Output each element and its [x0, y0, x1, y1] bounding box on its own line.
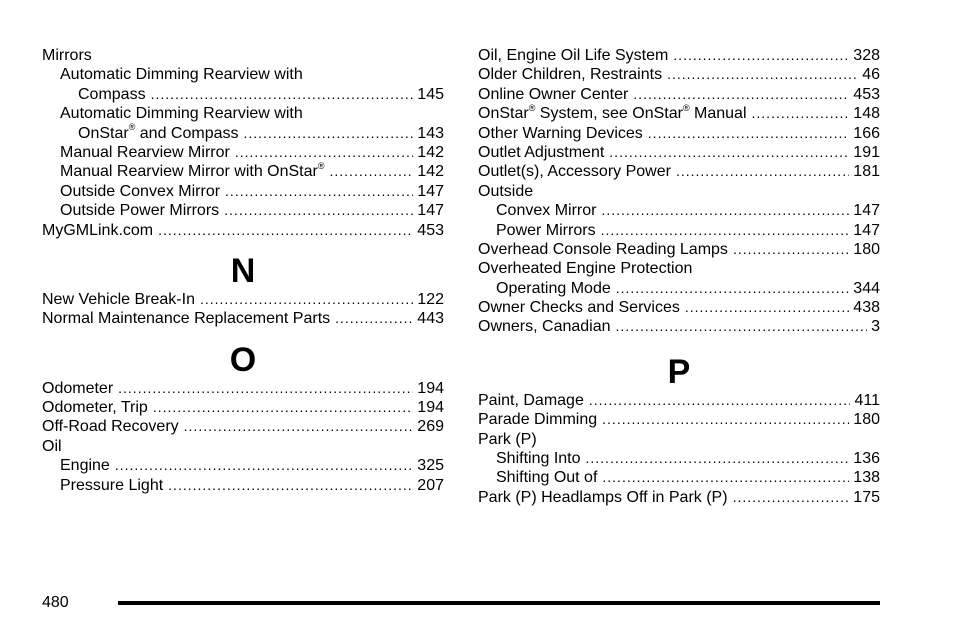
page-ref: 142: [417, 163, 444, 181]
page-ref: 344: [853, 279, 880, 297]
index-entry: MyGMLink.com ..... 453: [42, 221, 444, 240]
index-entry: Owner Checks and Services ..... 438: [478, 298, 880, 317]
page-ref: 180: [853, 411, 880, 429]
index-entry: Normal Maintenance Replacement Parts ..... 443: [42, 309, 444, 328]
index-heading-outside: Outside: [478, 182, 534, 200]
page-ref: 180: [853, 240, 880, 258]
section-letter-p: P: [667, 352, 691, 391]
leader-dots: [685, 298, 849, 317]
registered-mark: ®: [528, 102, 536, 113]
page-ref: 136: [853, 450, 880, 468]
index-entry: Pressure Light ..... 207: [42, 476, 444, 495]
index-heading-park: Park (P): [478, 430, 537, 448]
leader-dots: [601, 221, 850, 240]
page-ref: 328: [853, 46, 880, 64]
index-column-right: [478, 46, 880, 507]
leader-dots: [676, 162, 849, 181]
page-ref: 194: [417, 399, 444, 417]
page-ref: 142: [417, 143, 444, 161]
leader-dots: [184, 417, 414, 436]
page-ref: 122: [417, 290, 444, 308]
page-ref: 443: [417, 310, 444, 328]
index-entry: Other Warning Devices ..... 166: [478, 124, 880, 143]
page-ref: 3: [871, 318, 880, 336]
index-entry: Outside Convex Mirror ..... 147: [42, 182, 444, 201]
index-entry: Manual Rearview Mirror ..... 142: [42, 143, 444, 162]
index-entry: Manual Rearview Mirror with OnStar® ..... 142: [42, 162, 444, 181]
leader-dots: [616, 317, 868, 336]
leader-dots: [224, 201, 413, 220]
leader-dots: [616, 279, 850, 298]
registered-mark: ®: [317, 161, 325, 171]
leader-dots: [235, 143, 413, 162]
leader-dots: [244, 124, 414, 143]
leader-dots: [330, 162, 414, 181]
index-entry: Outside Power Mirrors ..... 147: [42, 201, 444, 220]
index-entry: Overhead Console Reading Lamps ..... 180: [478, 240, 880, 259]
index-entry: Off-Road Recovery ..... 269: [42, 417, 444, 436]
index-entry: Odometer ..... 194: [42, 379, 444, 398]
leader-dots: [733, 240, 849, 259]
leader-dots: [118, 379, 413, 398]
index-entry: Online Owner Center ..... 453: [478, 85, 880, 104]
leader-dots: [589, 391, 851, 410]
leader-dots: [609, 143, 849, 162]
page-ref: 207: [417, 476, 444, 494]
index-entry: Engine ..... 325: [42, 456, 444, 475]
page-ref: 147: [417, 202, 444, 220]
leader-dots: [158, 221, 413, 240]
page-ref: 411: [854, 391, 880, 409]
index-entry: Outlet(s), Accessory Power ..... 181: [478, 162, 880, 181]
leader-dots: [151, 85, 414, 104]
leader-dots: [648, 124, 850, 143]
index-entry: Automatic Dimming Rearview with: [60, 66, 303, 84]
page-ref: 453: [853, 85, 880, 103]
registered-mark: ®: [128, 122, 136, 133]
index-entry: Odometer, Trip ..... 194: [42, 398, 444, 417]
footer-rule: [118, 601, 880, 605]
leader-dots: [225, 182, 413, 201]
leader-dots: [153, 398, 413, 417]
index-entry: Owners, Canadian ..... 3: [478, 317, 880, 336]
index-entry: Automatic Dimming Rearview with: [60, 105, 303, 123]
index-entry: Parade Dimming ..... 180: [478, 410, 880, 429]
registered-mark: ®: [682, 102, 690, 113]
index-entry: Power Mirrors ..... 147: [478, 221, 880, 240]
index-entry: Oil, Engine Oil Life System ..... 328: [478, 46, 880, 65]
page-ref: 143: [417, 124, 444, 142]
leader-dots: [752, 104, 850, 123]
leader-dots: [602, 410, 849, 429]
index-entry: OnStar® and Compass ..... 143: [42, 124, 444, 143]
index-entry: Shifting Into ..... 136: [478, 449, 880, 468]
index-entry: Paint, Damage ..... 411: [478, 391, 880, 410]
page-ref: 147: [853, 202, 880, 220]
page-ref: 194: [417, 379, 444, 397]
page-number: 480: [42, 594, 69, 611]
index-entry: Convex Mirror ..... 147: [478, 201, 880, 220]
leader-dots: [633, 85, 849, 104]
page-ref: 46: [862, 66, 880, 84]
page-ref: 175: [853, 488, 880, 506]
leader-dots: [667, 65, 858, 84]
page-ref: 191: [853, 143, 880, 161]
page-ref: 147: [853, 221, 880, 239]
index-entry: New Vehicle Break-In ..... 122: [42, 290, 444, 309]
section-letter-o: O: [229, 340, 257, 379]
leader-dots: [115, 456, 413, 475]
leader-dots: [200, 290, 413, 309]
index-heading-oil: Oil: [42, 437, 62, 455]
index-heading-mirrors: Mirrors: [42, 46, 92, 64]
leader-dots: [673, 46, 849, 65]
index-entry: Outlet Adjustment ..... 191: [478, 143, 880, 162]
leader-dots: [602, 468, 849, 487]
page-ref: 166: [853, 124, 880, 142]
index-entry: OnStar® System, see OnStar® Manual ..... 148: [478, 104, 880, 123]
leader-dots: [601, 201, 849, 220]
index-entry: Older Children, Restraints ..... 46: [478, 65, 880, 84]
page-ref: 269: [417, 418, 444, 436]
page-ref: 453: [417, 221, 444, 239]
index-entry: Compass ..... 145: [42, 85, 444, 104]
index-column-left: [42, 46, 444, 495]
page-ref: 145: [417, 85, 444, 103]
leader-dots: [586, 449, 850, 468]
page-ref: 438: [853, 299, 880, 317]
index-entry: Park (P) Headlamps Off in Park (P) ..... 175: [478, 488, 880, 507]
leader-dots: [168, 476, 413, 495]
leader-dots: [733, 488, 850, 507]
leader-dots: [335, 309, 413, 328]
page-ref: 325: [417, 457, 444, 475]
index-entry: Overheated Engine Protection: [478, 260, 693, 278]
page-ref: 138: [853, 469, 880, 487]
section-letter-n: N: [230, 251, 256, 290]
index-entry: Shifting Out of ..... 138: [478, 468, 880, 487]
page-ref: 181: [853, 163, 880, 181]
page-ref: 147: [417, 182, 444, 200]
page-ref: 148: [853, 105, 880, 123]
index-entry: Operating Mode ..... 344: [478, 279, 880, 298]
